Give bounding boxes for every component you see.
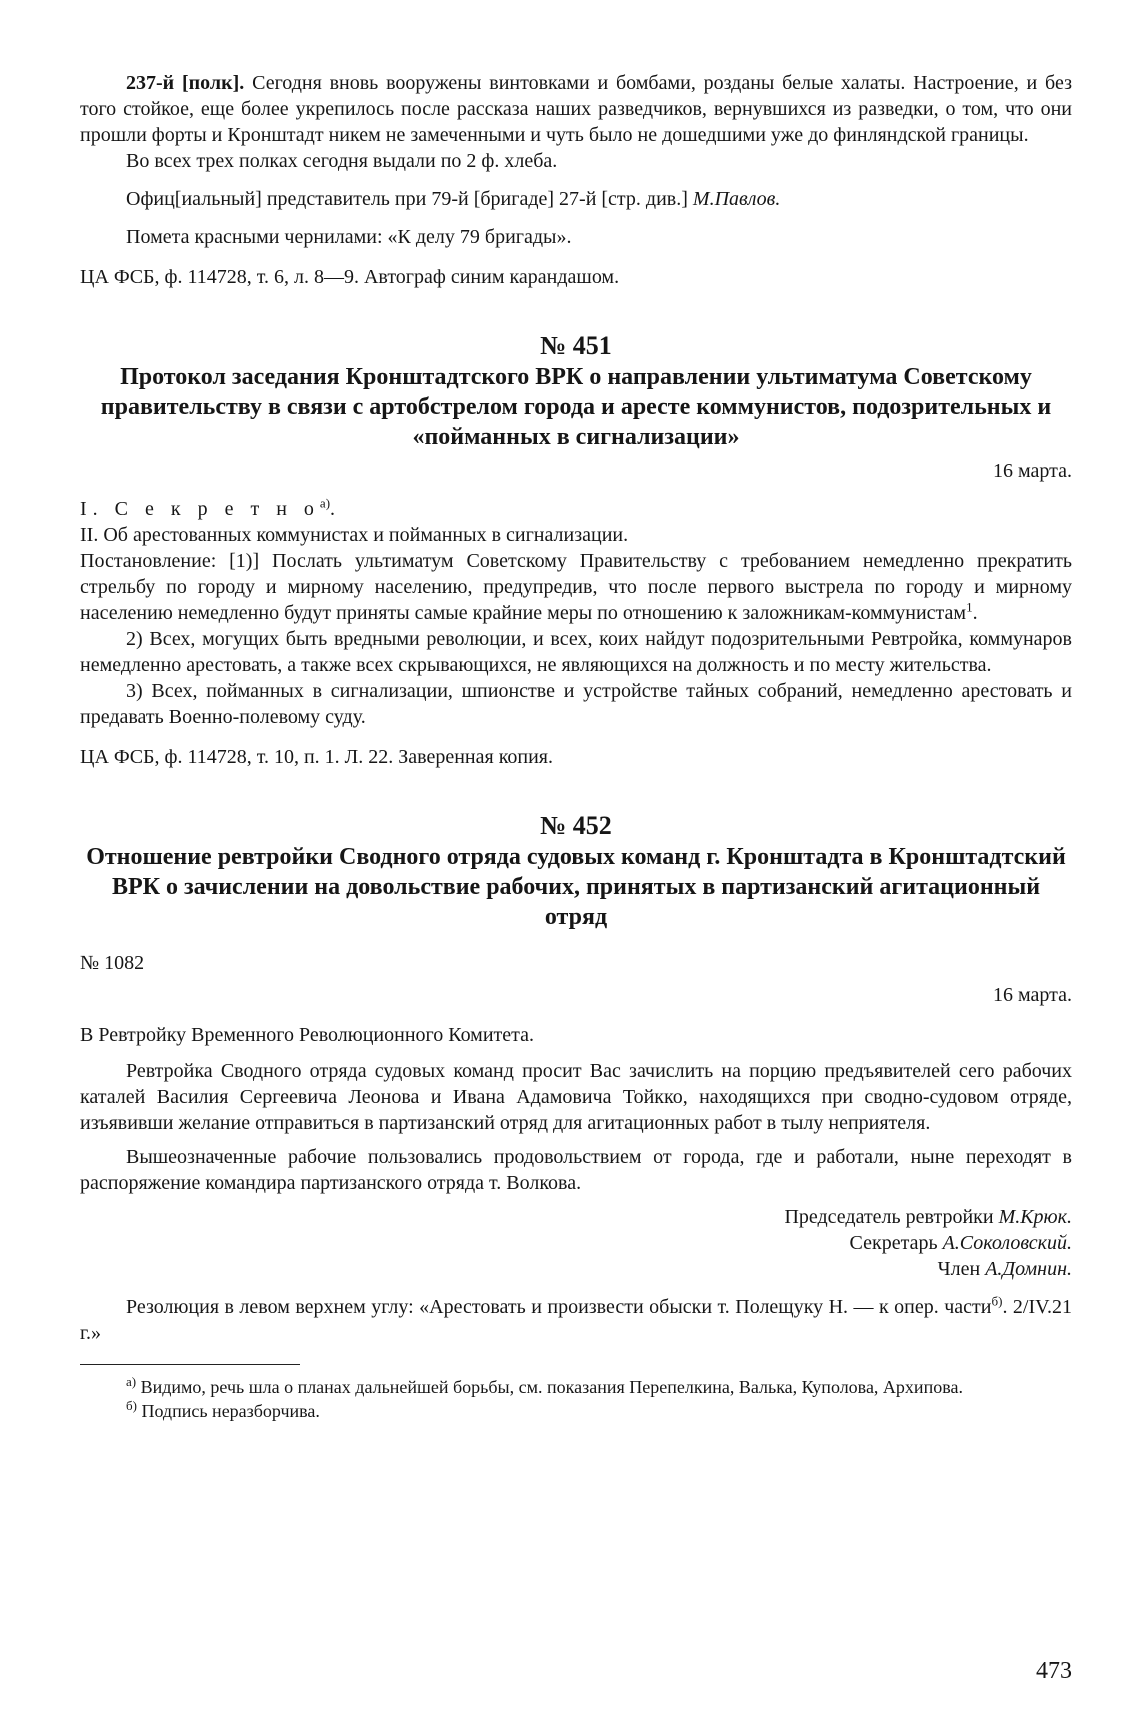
provision-paragraph: Вышеозначенные рабочие пользовались продовольствием от города, где и работали, ныне переходят в распоряжение командира партизанского отряда т. Волкова. [80,1146,1072,1194]
resolution-point-2: 2) Всех, могущих быть вредными революции, и всех, коих найдут подозрительными Ревтройка, коммунаров немедленно арестовать, а также всех скрывающихся, не являющихся на должность и по месту жительства. [80,628,1072,676]
document-number-452: № 452 [540,811,612,840]
footnote-ref-a: а) [319,495,331,511]
document-title-452: Отношение ревтройки Сводного отряда судовых команд г. Кронштадта в Кронштадтский ВРК о зачислении на довольствие рабочих, принятых в партизанский агитационный отряд [86,844,1066,930]
signature-role: Член [937,1258,986,1280]
item-1-text: I. С е к р е т н о [80,498,320,520]
addressee: В Ревтройку Временного Революционного Комитета. [80,1024,535,1046]
document-date-452: 16 марта. [993,984,1072,1006]
punctuation: . [330,498,336,520]
resolution-corner [80,1294,1072,1346]
page-number: 473 [1036,1658,1072,1684]
paragraph-text: Сегодня вновь вооружены винтовками и бомбами, розданы белые халаты. Настроение, и без того стойкое, еще более укрепилось после рассказа наших разведчиков, вернувшихся из разведки, о том, что они прошли форты и Кронштадт никем не замеченными и чуть было не дошедшими уже до финляндской границы. [80,72,1072,146]
resolution-body: Постановление: [1)] Послать ультиматум Советскому Правительству с требованием немедленно прекратить стрельбу по городу и мирному населению, предупредив, что после первого выстрела по городу и мирному населению немедленно будут приняты самые крайние меры по отношению к заложникам-коммунистам [80,550,1072,624]
resolution-point-3: 3) Всех, пойманных в сигнализации, шпионстве и устройстве тайных собраний, немедленно арестовать и предавать Военно-полевому суду. [80,680,1072,728]
archive-source-451: ЦА ФСБ, ф. 114728, т. 10, п. 1. Л. 22. Заверенная копия. [80,746,553,768]
footnote-mark: б) [126,1398,137,1413]
paragraph-237-regiment [80,70,1072,148]
red-ink-note: Помета красными чернилами: «К делу 79 бригады». [126,226,572,248]
signature-role: Секретарь [849,1232,943,1254]
signature-member [80,1256,1072,1282]
signature-secretary [80,1230,1072,1256]
signature-name: М.Крюк. [998,1206,1072,1228]
paragraph-bread: Во всех трех полках сегодня выдали по 2 ф. хлеба. [126,150,558,172]
signature-role: Офиц[иальный] представитель при 79-й [бригаде] 27-й [стр. див.] [126,188,693,210]
punctuation: . [972,602,978,624]
representative-signature [80,186,1072,212]
signature-role: Председатель ревтройки [784,1206,999,1228]
regiment-label: 237-й [полк]. [126,72,245,94]
signature-chairman [80,1204,1072,1230]
document-title-451: Протокол заседания Кронштадтского ВРК о направлении ультиматума Советскому правительству в связи с артобстрелом города и аресте коммунистов, подозрительных и «пойманных в сигнализации» [100,364,1052,450]
signature-name: А.Соколовский. [942,1232,1072,1254]
resolution-body: Резолюция в левом верхнем углу: «Арестовать и произвести обыски т. Полещуку Н. — к опер. части [126,1296,992,1318]
request-paragraph: Ревтройка Сводного отряда судовых команд просит Вас зачислить на порцию предъявителей сего рабочих каталей Василия Сергеевича Леонова и Ивана Адамовича Тойкко, находящихся при сводно-судовом отряде, изъявивши желание отправиться в партизанский отряд для агитационных работ в тылу неприятеля. [80,1060,1072,1134]
item-1-secret [80,496,1072,522]
signature-name: А.Домнин. [985,1258,1072,1280]
document-number-451: № 451 [540,331,612,360]
footnote-mark: а) [126,1374,137,1389]
footnote-divider [80,1364,300,1365]
document-date-451: 16 марта. [993,460,1072,482]
archive-source: ЦА ФСБ, ф. 114728, т. 6, л. 8—9. Автограф синим карандашом. [80,266,620,288]
footnote-a [80,1375,1072,1399]
footnote-text: Подпись неразборчива. [136,1401,320,1421]
outgoing-number: № 1082 [80,952,145,974]
document-page [80,70,1072,1423]
footnote-text: Видимо, речь шла о планах дальнейшей борьбы, см. показания Перепелкина, Валька, Куполова, Архипова. [136,1377,963,1397]
resolution-date: . 2/IV.21 г.» [80,1296,1072,1344]
resolution-text [80,548,1072,626]
footnote-b [80,1399,1072,1423]
footnote-ref-b: б) [991,1293,1003,1309]
item-2-arrested: II. Об арестованных коммунистах и пойманных в сигнализации. [80,524,629,546]
signature-name: М.Павлов. [692,188,781,210]
footnote-ref-1: 1 [966,599,973,615]
